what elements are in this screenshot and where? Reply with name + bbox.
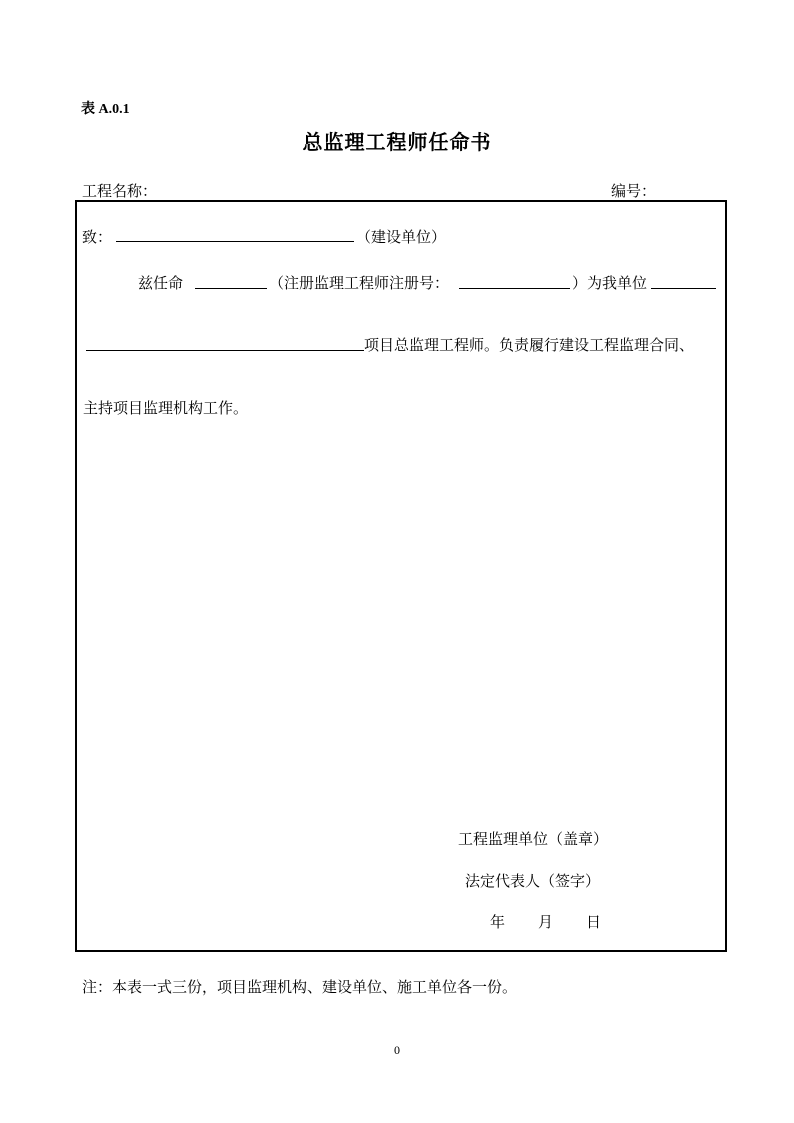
- registration-suffix: ）为我单位: [572, 274, 648, 292]
- number-label: 编号：: [611, 182, 657, 200]
- project-name-label: 工程名称：: [82, 182, 158, 200]
- form-frame: [75, 200, 727, 952]
- project-blank-1[interactable]: [651, 288, 716, 289]
- appointee-name-blank[interactable]: [195, 288, 267, 289]
- table-number: 表 A.0.1: [81, 102, 130, 117]
- footnote: 注：本表一式三份，项目监理机构、建设单位、施工单位各一份。: [82, 978, 518, 996]
- supervision-unit-seal-label: 工程监理单位（盖章）: [458, 830, 609, 848]
- page-number: 0: [394, 1043, 400, 1057]
- registration-number-blank[interactable]: [459, 288, 570, 289]
- project-blank-2[interactable]: [86, 350, 364, 351]
- appoint-prefix: 兹任命: [138, 274, 184, 292]
- date-year-label: 年: [490, 913, 506, 931]
- date-month-label: 月: [538, 913, 554, 931]
- duty-text-2: 主持项目监理机构工作。: [83, 399, 249, 417]
- to-label: 致：: [82, 228, 113, 246]
- construction-unit-blank[interactable]: [116, 241, 354, 242]
- duty-text: 项目总监理工程师。负责履行建设工程监理合同、: [364, 336, 695, 354]
- to-suffix: （建设单位）: [356, 228, 447, 246]
- legal-representative-signature-label: 法定代表人（签字）: [465, 872, 601, 890]
- page-title: 总监理工程师任命书: [302, 130, 492, 154]
- registration-label: （注册监理工程师注册号：: [269, 274, 450, 292]
- date-day-label: 日: [586, 913, 602, 931]
